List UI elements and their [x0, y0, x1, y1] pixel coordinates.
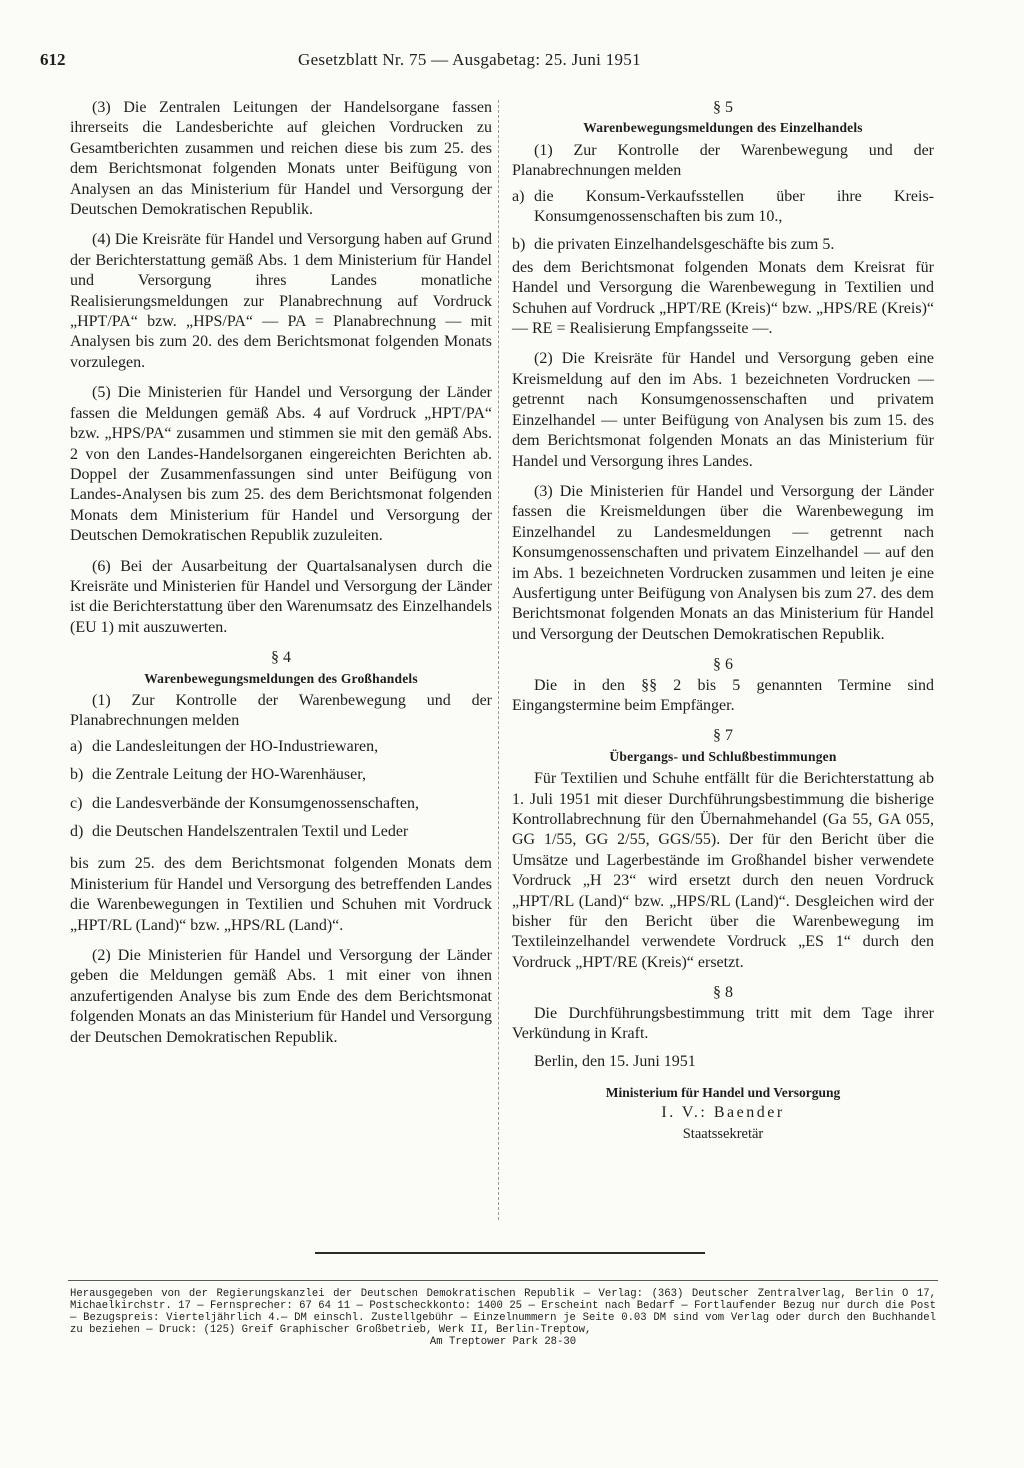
section-5-title: Warenbewegungsmeldungen des Einzelhandels [583, 120, 863, 136]
list-item [70, 822, 492, 842]
list-item-text: die Zentrale Leitung der HO-Warenhäuser, [92, 766, 366, 784]
list-item [70, 737, 492, 757]
section-6-paragraph: Die in den §§ 2 bis 5 genannten Termine sind Eingangstermine beim Empfänger. [512, 676, 934, 714]
section-7-paragraph: Für Textilien und Schuhe entfällt für die Berichterstattung ab 1. Juli 1951 mit dieser Durchführungsbestimmung die bisherige Kontrollabrechnung für den Übernahmehandel (Ga 55, GA 055, GG 1/55, GG 2/55, GGS/55). Der für den Bericht über die Umsätze und Lagerbestände im Großhandel bisher verwendete Vordruck „H 23“ wird ersetzt durch den neuen Vordruck „HPT/RL (Land)“ bzw. „HPS/RL (Land)“. Desgleichen wird der bisher für den Bericht über die Warenbewegung im Textileinzelhandel verwendete Vordruck „ES 1“ durch den Vordruck „HPT/RE (Kreis)“ ersetzt. [512, 770, 934, 971]
section-7-title: Übergangs- und Schlußbestimmungen [609, 748, 837, 764]
paragraph-5: (5) Die Ministerien für Handel und Versorgung der Länder fassen die Meldungen gemäß Abs. 4 auf Vordruck „HPT/PA“ bzw. „HPS/PA“ zusammen und stimmen sie mit den gemäß Abs. 2 von den Landes-Handelsorganen eingereichten Berichten ab. Doppel der Zusammenfassungen sind unter Beifügung von Landes-Analysen bis zum 25. des dem Berichtsmonat folgenden Monats dem Ministerium für Handel und Versorgung der Deutschen Demokratischen Republik zuzuleiten. [70, 384, 492, 545]
signature-organization: Ministerium für Handel und Versorgung [605, 1084, 841, 1100]
imprint-footer [70, 1288, 936, 1348]
paragraph-4: (4) Die Kreisräte für Handel und Versorgung haben auf Grund der Berichterstattung gemäß Abs. 1 dem Ministerium für Handel und Versorgung ihres Landes monatliche Realisierungsmeldungen zur Planabrechnung auf Vordruck „HPT/PA“ bzw. „HPS/PA“ — PA = Planabrechnung — mit Analysen bis zum 20. des dem Berichtsmonat folgenden Monats vorzulegen. [70, 231, 492, 371]
list-item-label: d) [70, 823, 84, 840]
section-4-title: Warenbewegungsmeldungen des Großhandels [144, 670, 418, 686]
page-header [40, 50, 710, 76]
section-5-paragraph-2: (2) Die Kreisräte für Handel und Versorgung geben eine Kreismeldung auf den im Abs. 1 bezeichneten Vordrucken — getrennt nach Konsumgenossenschaften und privatem Einzelhandel — unter Beifügung von Analysen bis zum 15. des dem Berichtsmonat folgenden Monats an das Ministerium für Handel und Versorgung ihres Landes. [512, 350, 934, 470]
list-item-text: die Deutschen Handelszentralen Textil und Leder [92, 823, 409, 840]
section-5-paragraph-3: (3) Die Ministerien für Handel und Versorgung der Länder fassen die Kreismeldungen über die Warenbewegung im Einzelhandel zu Landesmeldungen — getrennt nach Konsumgenossenschaften und privatem Einzelhandel — auf den im Abs. 1 bezeichneten Vordrucken zusammen und leiten je eine Ausfertigung unter Beifügung von Analysen bis zum 27. des dem Berichtsmonat folgenden Monats an das Ministerium für Handel und Versorgung der Deutschen Demokratischen Republik. [512, 482, 934, 643]
section-8-number: § 8 [713, 984, 733, 1002]
end-rule [315, 1252, 705, 1254]
signature-name: I. V.: Baender [661, 1104, 785, 1122]
section-4-paragraph-1-continued: bis zum 25. des dem Berichtsmonat folgenden Monats dem Ministerium für Handel und Versorgung des betreffenden Landes die Warenbewegungen in Textilien und Schuhen mit Vordruck „HPT/RL (Land)“ bzw. „HPS/RL (Land)“. [70, 855, 492, 934]
section-6-number: § 6 [713, 656, 733, 674]
left-column [70, 98, 492, 1058]
list-item [70, 765, 492, 785]
list-item-label: a) [70, 737, 83, 755]
section-8-paragraph: Die Durchführungsbestimmung tritt mit dem Tage ihrer Verkündung in Kraft. [512, 1004, 934, 1043]
footer-rule [68, 1280, 938, 1281]
section-4-paragraph-2: (2) Die Ministerien für Handel und Versorgung der Länder geben die Meldungen gemäß Abs. 1 mit einer von ihnen anzufertigenden Analyse bis zum Ende des dem Berichtsmonat folgenden Monats an das Ministerium für Handel und Versorgung der Deutschen Demokratischen Republik. [70, 947, 492, 1046]
list-item-label: b) [512, 236, 526, 254]
list-item [70, 794, 492, 814]
signature-role: Staatssekretär [682, 1125, 764, 1142]
gazette-title: Gesetzblatt Nr. 75 — Ausgabetag: 25. Juni 1951 [298, 50, 641, 69]
page-number: 612 [40, 50, 66, 69]
paragraph-6: (6) Bei der Ausarbeitung der Quartalsanalysen durch die Kreisräte und Ministerien für Handel und Versorgung der Länder ist die Berichterstattung über den Warenumsatz des Einzelhandels (EU 1) mit auszuwerten. [70, 557, 492, 636]
section-5-paragraph-1-continued: des dem Berichtsmonat folgenden Monats dem Kreisrat für Handel und Versorgung die Warenbewegung in Textilien und Schuhen auf Vordruck „HPT/RE (Kreis)“ bzw. „HPS/RE (Kreis)“ — RE = Realisierung Empfangsseite —. [512, 258, 934, 338]
list-item-label: b) [70, 766, 84, 784]
list-item-text: die Landesverbände der Konsumgenossenschaften, [92, 794, 419, 812]
place-and-date: Berlin, den 15. Juni 1951 [534, 1053, 696, 1071]
list-item [512, 187, 934, 228]
section-5-paragraph-1: (1) Zur Kontrolle der Warenbewegung und der Planabrechnungen melden [512, 141, 934, 180]
imprint-text: Herausgegeben von der Regierungskanzlei der Deutschen Demokratischen Republik — Verlag: (363) Deutscher Zentralverlag, Berlin O 17, Michaelkirchstr. 17 — Fernsprecher: 67 64 11 — Postscheckkonto: 1400 25 — Erscheint nach Bedarf — Fortlaufender Bezug nur durch die Post — Bezugspreis: Vierteljährlich 4.— DM einschl. Zustellgebühr — Einzelnummern je Seite 0.03 DM sind vom Verlag oder durch den Buchhandel zu beziehen — Druck: (125) Greif Graphischer Großbetrieb, Werk II, Berlin-Treptow, [70, 1288, 936, 1336]
section-5-number: § 5 [713, 99, 733, 116]
list-item-label: a) [512, 187, 525, 205]
right-column [512, 98, 934, 1144]
list-item-text: die Landesleitungen der HO-Industriewaren, [92, 737, 379, 755]
list-item-text: die Konsum-Verkaufsstellen über ihre Kreis-Konsumgenossenschaften bis zum 10., [534, 187, 934, 226]
section-7-number: § 7 [713, 727, 733, 745]
list-item-label: c) [70, 794, 83, 812]
list-item [512, 235, 934, 255]
column-divider [498, 100, 499, 1220]
paragraph-3: (3) Die Zentralen Leitungen der Handelsorgane fassen ihrerseits die Landesberichte auf gleichen Vordrucken zu Gesamtberichten zusammen und reichen diese bis zum 25. des dem Berichtsmonat folgenden Monats unter Beifügung von Analysen an das Ministerium für Handel und Versorgung der Deutschen Demokratischen Republik. [70, 99, 492, 219]
section-4-paragraph-1: (1) Zur Kontrolle der Warenbewegung und der Planabrechnungen melden [70, 691, 492, 730]
imprint-last-line: Am Treptower Park 28-30 [429, 1336, 577, 1348]
section-4-number: § 4 [271, 649, 291, 667]
list-item-text: die privaten Einzelhandelsgeschäfte bis zum 5. [534, 236, 835, 254]
